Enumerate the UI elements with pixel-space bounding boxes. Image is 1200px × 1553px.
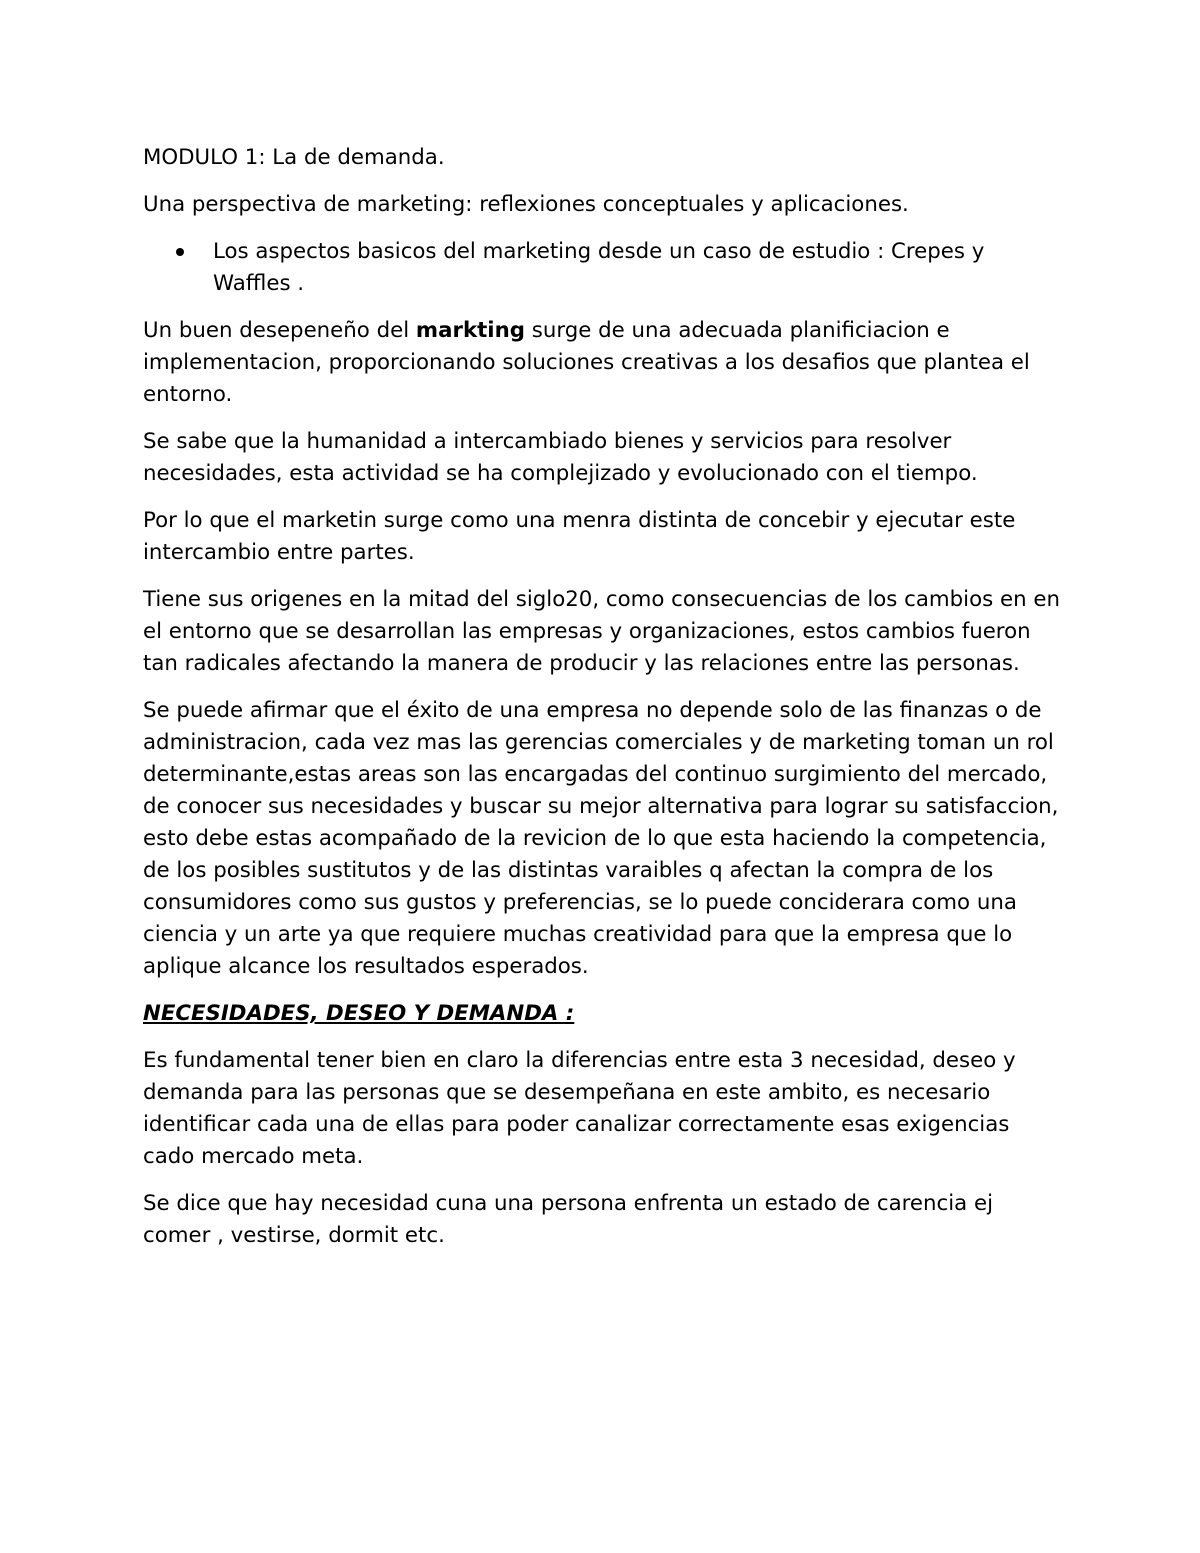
paragraph-3: Por lo que el marketin surge como una menra distinta de concebir y ejecutar este intercambio entre partes. xyxy=(143,508,1016,565)
paragraph-7: Se dice que hay necesidad cuna una persona enfrenta un estado de carencia ej comer , vestirse, dormit etc. xyxy=(143,1191,994,1248)
document-subtitle: Una perspectiva de marketing: reflexiones conceptuales y aplicaciones. xyxy=(143,192,909,217)
bullet-item: Los aspectos basicos del marketing desde un caso de estudio : Crepes y Waffles . xyxy=(213,236,1063,300)
section-heading xyxy=(143,998,1063,1030)
paragraph-2: Se sabe que la humanidad a intercambiado bienes y servicios para resolver necesidades, esta actividad se ha complejizado y evolucionado con el tiempo. xyxy=(143,429,978,486)
paragraph-1-end: surge de una adecuada planificiacion e implementacion, proporcionando soluciones creativas a los desafios que plantea el entorno. xyxy=(143,318,1030,407)
paragraph-5: Se puede afirmar que el éxito de una empresa no depende solo de las finanzas o de administracion, cada vez mas las gerencias comerciales y de marketing toman un rol determinante,estas areas son las encargadas del continuo surgimiento del mercado, de conocer sus necesidades y buscar su mejor alternativa para lograr su satisfaccion, esto debe estas acompañado de la revicion de lo que esta haciendo la competencia, de los posibles sustitutos y de las distintas varaibles q afectan la compra de los consumidores como sus gustos y preferencias, se lo puede conciderara como una ciencia y un arte ya que requiere muchas creatividad para que la empresa que lo aplique alcance los resultados esperados. xyxy=(143,698,1059,979)
document-page xyxy=(143,142,1063,1267)
bold-term: markting xyxy=(415,318,526,343)
paragraph-4: Tiene sus origenes en la mitad del siglo20, como consecuencias de los cambios en en el entorno que se desarrollan las empresas y organizaciones, estos cambios fueron tan radicales afectando la manera de producir y las relaciones entre las personas. xyxy=(143,587,1060,676)
section-heading-text: NECESIDADES, DESEO Y DEMANDA : xyxy=(143,1001,575,1026)
paragraph-6: Es fundamental tener bien en claro la diferencias entre esta 3 necesidad, deseo y demanda para las personas que se desempeñana en este ambito, es necesario identificar cada una de ellas para poder canalizar correctamente esas exigencias cado mercado meta. xyxy=(143,1048,1016,1169)
document-title: MODULO 1: La de demanda. xyxy=(143,145,445,170)
paragraph-1-start: Un buen desepeneño del xyxy=(143,318,416,343)
paragraph-1 xyxy=(143,315,1063,411)
bullet-list xyxy=(143,236,1063,300)
